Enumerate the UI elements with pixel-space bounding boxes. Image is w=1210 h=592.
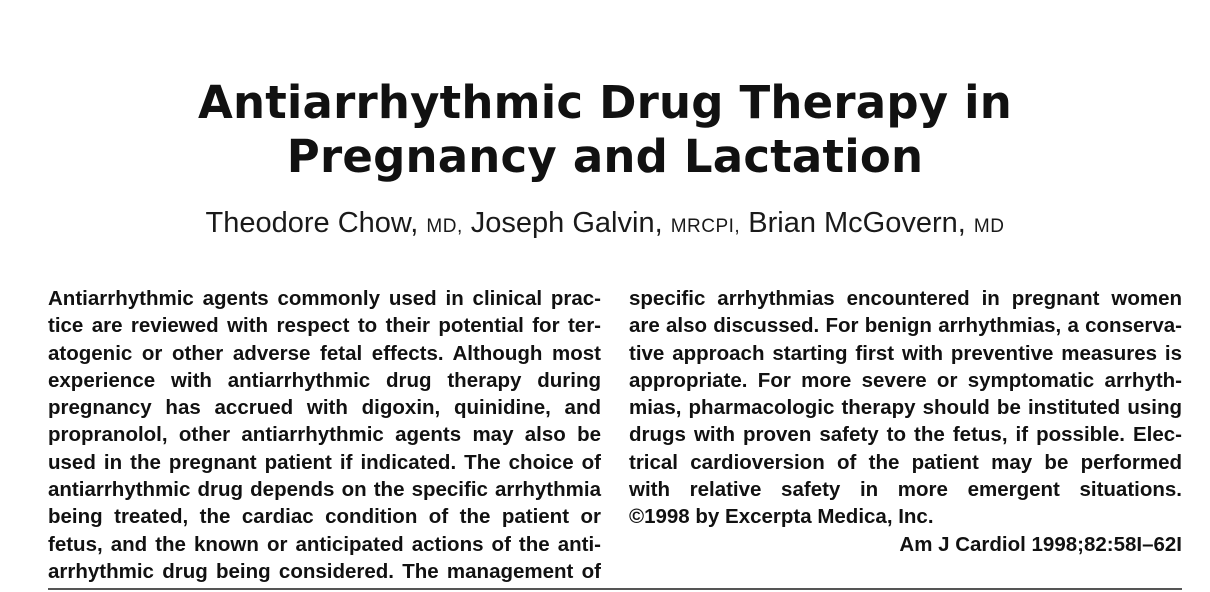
author-name: Theodore Chow,	[205, 207, 419, 239]
abstract-line: experience with antiarrhythmic drug therapy during	[48, 368, 601, 392]
abstract-line: propranolol, other antiarrhythmic agents may also be	[48, 423, 601, 447]
abstract-line: pregnancy has accrued with digoxin, quinidine, and	[48, 396, 601, 420]
abstract-line: are also discussed. For benign arrhythmias, a conserva-	[629, 314, 1182, 338]
author-name: Brian McGovern,	[748, 207, 966, 239]
abstract-right-column	[629, 285, 1182, 558]
abstract-left-column	[48, 285, 601, 585]
abstract-line: mias, pharmacologic therapy should be instituted using	[629, 396, 1182, 420]
author-name: Joseph Galvin,	[470, 207, 663, 239]
abstract-line: arrhythmic drug being considered. The management of	[48, 559, 601, 583]
abstract-line: antiarrhythmic drug depends on the specific arrhythmia	[48, 478, 601, 502]
title-line-2: Pregnancy and Lactation	[286, 130, 924, 183]
abstract-line: atogenic or other adverse fetal effects. Although most	[48, 341, 601, 365]
abstract-line: specific arrhythmias encountered in pregnant women	[629, 287, 1182, 310]
title-line-1: Antiarrhythmic Drug Therapy in	[197, 76, 1013, 129]
abstract-line: appropriate. For more severe or symptomatic arrhyth-	[629, 368, 1182, 392]
journal-citation: Am J Cardiol 1998;82:58I–62I	[899, 532, 1182, 556]
abstract-line: with relative safety in more emergent situations.	[629, 478, 1182, 502]
author-degree: MD,	[426, 216, 463, 237]
article-title	[0, 76, 1210, 184]
copyright-line: ©1998 by Excerpta Medica, Inc.	[629, 505, 934, 529]
abstract-line: drugs with proven safety to the fetus, if possible. Elec-	[629, 423, 1182, 447]
abstract-line: tive approach starting first with preventive measures is	[629, 341, 1182, 365]
abstract-line: tice are reviewed with respect to their potential for ter-	[48, 314, 601, 338]
author-degree: MRCPI,	[670, 216, 741, 237]
abstract-line: used in the pregnant patient if indicated. The choice of	[48, 450, 601, 474]
section-divider	[48, 588, 1182, 590]
abstract-line: fetus, and the known or anticipated actions of the anti-	[48, 532, 601, 556]
author-degree: MD	[973, 216, 1005, 237]
author-list	[0, 203, 1210, 247]
abstract-line: trical cardioversion of the patient may be performed	[629, 450, 1182, 474]
abstract-line: being treated, the cardiac condition of the patient or	[48, 505, 601, 529]
abstract-line: Antiarrhythmic agents commonly used in clinical prac-	[48, 287, 601, 310]
